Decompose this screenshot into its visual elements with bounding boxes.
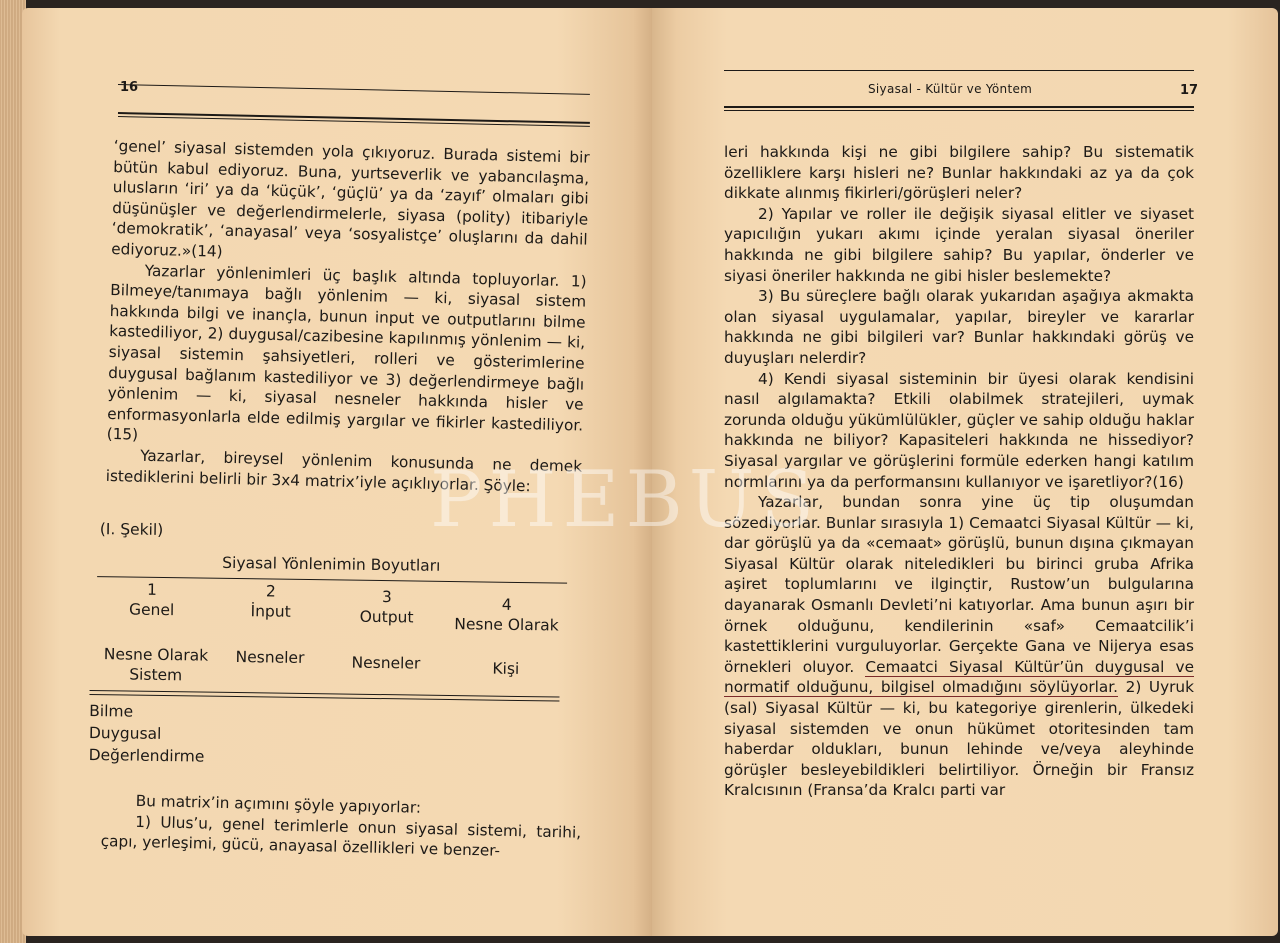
paragraph: Bu matrix’in açımını şöyle yapıyorlar: bbox=[135, 791, 422, 817]
running-head: Siyasal - Kültür ve Yöntem bbox=[868, 82, 1033, 96]
header-rule bbox=[724, 70, 1194, 71]
left-page-number: 16 bbox=[120, 80, 139, 95]
column-object: Nesneler bbox=[235, 648, 305, 667]
column-label: Genel bbox=[128, 600, 175, 620]
row-label: Duygusal bbox=[88, 723, 162, 743]
column-label: Nesne Olarak bbox=[454, 615, 559, 635]
paragraph: leri hakkında kişi ne gibi bilgilere sahip? Bu sistematik özelliklere karşı hisleri ne? Bunlar hakkındaki az ya da çok dikkate alınmış fikirleri/görüşleri neler? bbox=[724, 143, 1194, 203]
paragraph: 2) Yapılar ve roller ile değişik siyasal elitler ve siyaset yapıcılığın yukarı akımı içinde yeralan siyasal öneriler hakkında ne gibi bilgilere sahip? Bu yapılar, önderler ve siyasi öneriler hakkında ne gibi hisler beslemekte? bbox=[724, 204, 1194, 285]
column-number: 1 bbox=[146, 580, 158, 599]
paragraph: 1) Ulus’u, genel terimlerle onun siyasal sistemi, tarihi, çapı, yerleşimi, gücü, anayasal özellikleri ve benzer- bbox=[100, 812, 582, 860]
right-body-text bbox=[724, 142, 1194, 801]
paragraph bbox=[724, 492, 1194, 801]
paragraph: 3) Bu süreçlere bağlı olarak yukarıdan aşağıya akmakta olan siyasal uygulamalar, yapılar, bireyler ve kararlar hakkında ne gibi bilgileri var? Bunlar hakkındaki görüş ve duyuşları nelerdir? bbox=[724, 287, 1194, 367]
watermark: PHEBUS bbox=[430, 455, 820, 545]
right-page bbox=[652, 8, 1278, 936]
column-number: 3 bbox=[381, 588, 392, 607]
row-label: Bilme bbox=[89, 701, 134, 721]
left-body-text bbox=[105, 136, 589, 498]
column-number: 4 bbox=[501, 595, 512, 614]
left-body-text-after bbox=[100, 790, 581, 863]
paragraph: Yazarlar yönlenimleri üç başlık altında topluyorlar. 1) Bilmeye/tanımaya bağlı yönlenim — ki, siyasal sistem hakkında bilgi ve inançla, bunun input ve outputlarını bilme kastediliyor, 2) duygusal/cazibesine kapılınmış yönlenim — ki, siyasal sistemin şahsiyetleri, rolleri ve gösterimlerine duygusal bağlanım kastediliyor ve 3) değerlendirmeye bağlı yönlenim — ki, siyasal nesneler hakkında hisler ve enformasyonlarla elde edilmiş yargılar ve fikirler kastediliyor.(15) bbox=[106, 261, 587, 444]
figure-caption: (I. Şekil) bbox=[99, 520, 164, 539]
column-label: İnput bbox=[250, 602, 291, 621]
column-object: Kişi bbox=[492, 659, 520, 678]
orientation-matrix-figure bbox=[88, 514, 592, 791]
header-rule bbox=[118, 84, 590, 95]
column-object: Nesneler bbox=[351, 653, 421, 673]
column-object: Nesne Olarak Sistem bbox=[103, 645, 209, 685]
paragraph: Yazarlar, bireysel yönlenim konusunda ne demek istediklerini belirli bir 3x4 matrix’iyle açıklıyorlar. Şöyle: bbox=[105, 446, 583, 495]
header-rule-thick bbox=[724, 106, 1194, 108]
column-label: Output bbox=[359, 607, 414, 627]
left-page bbox=[22, 8, 652, 936]
text-run: 2) Uyruk (sal) Siyasal Kültür — ki, bu kategoriye girenlerin, ülkedeki siyasal sistemden ve onun hükümet otoritesinden tam haberdar oldukları, bunun lehinde ve/veya aleyhinde görüşler besleyebildikleri belirtiliyor. Örneğin bir Fransız Kralcısının (Fransa’da Kralcı parti var bbox=[724, 678, 1194, 800]
paragraph: ‘genel’ siyasal sistemden yola çıkıyoruz. Burada sistemi bir bütün kabul ediyoruz. Buna, yurtseverlik ve yabancılaşma, ulusların ‘iri’ ya da ‘küçük’, ‘güçlü’ ya da ‘zayıf’ olmaları gibi düşünüşler ve değerlendirmelerle, siyasa (polity) itibariyle ‘demokratik’, ‘anayasal’ veya ‘sosyalistçe’ oluşlarını da dahil ediyoruz.»(14) bbox=[111, 136, 590, 261]
underlined-passage: Cemaatci Siyasal Kültür’ün duygusal ve normatif olduğunu, bilgisel olmadığını söylüyorlar. bbox=[724, 657, 1194, 697]
header-rule-thin bbox=[724, 110, 1194, 111]
row-label: Değerlendirme bbox=[88, 745, 205, 766]
paragraph: 4) Kendi siyasal sisteminin bir üyesi olarak kendisini nasıl algılamakta? Etkili olabilmek stratejileri, uymak zorunda olduğu yükümlülükler, güçler ve sahip olduğu haklar hakkında ne biliyor? Kapasiteleri hakkında ne hissediyor? Siyasal yargılar ve görüşlerini formüle ederken hangi katılım normlarını ya da performansını kullanıyor ve işaretliyor?(16) bbox=[724, 369, 1194, 491]
figure-title: Siyasal Yönlenimin Boyutları bbox=[222, 553, 441, 575]
right-page-number: 17 bbox=[1180, 83, 1199, 98]
column-number: 2 bbox=[265, 582, 276, 601]
text-run: Yazarlar, bundan sonra yine üç tip oluşumdan sözediyorlar. Bunlar sırasıyla 1) Cemaatci Siyasal Kültür — ki, dar görüşlü ya da «cemaat» görüşlü, bunun dışına çıkmayan Siyasal Kültür olarak niteledikleri bu birinci gruba Afrika aşiret toplumlarını ve ilginçtir, Rustow’un bulgularına dayanarak Osmanlı Devleti’ni katıyorlar. Ama bunun aşırı bir örnek olduğunu, kendilerinin «saf» Cemaatcilik’i kastettiklerini vurguluyorlar. Gerçekte Gana ve Nijerya esas örnekleri oluyor. bbox=[724, 493, 1194, 676]
